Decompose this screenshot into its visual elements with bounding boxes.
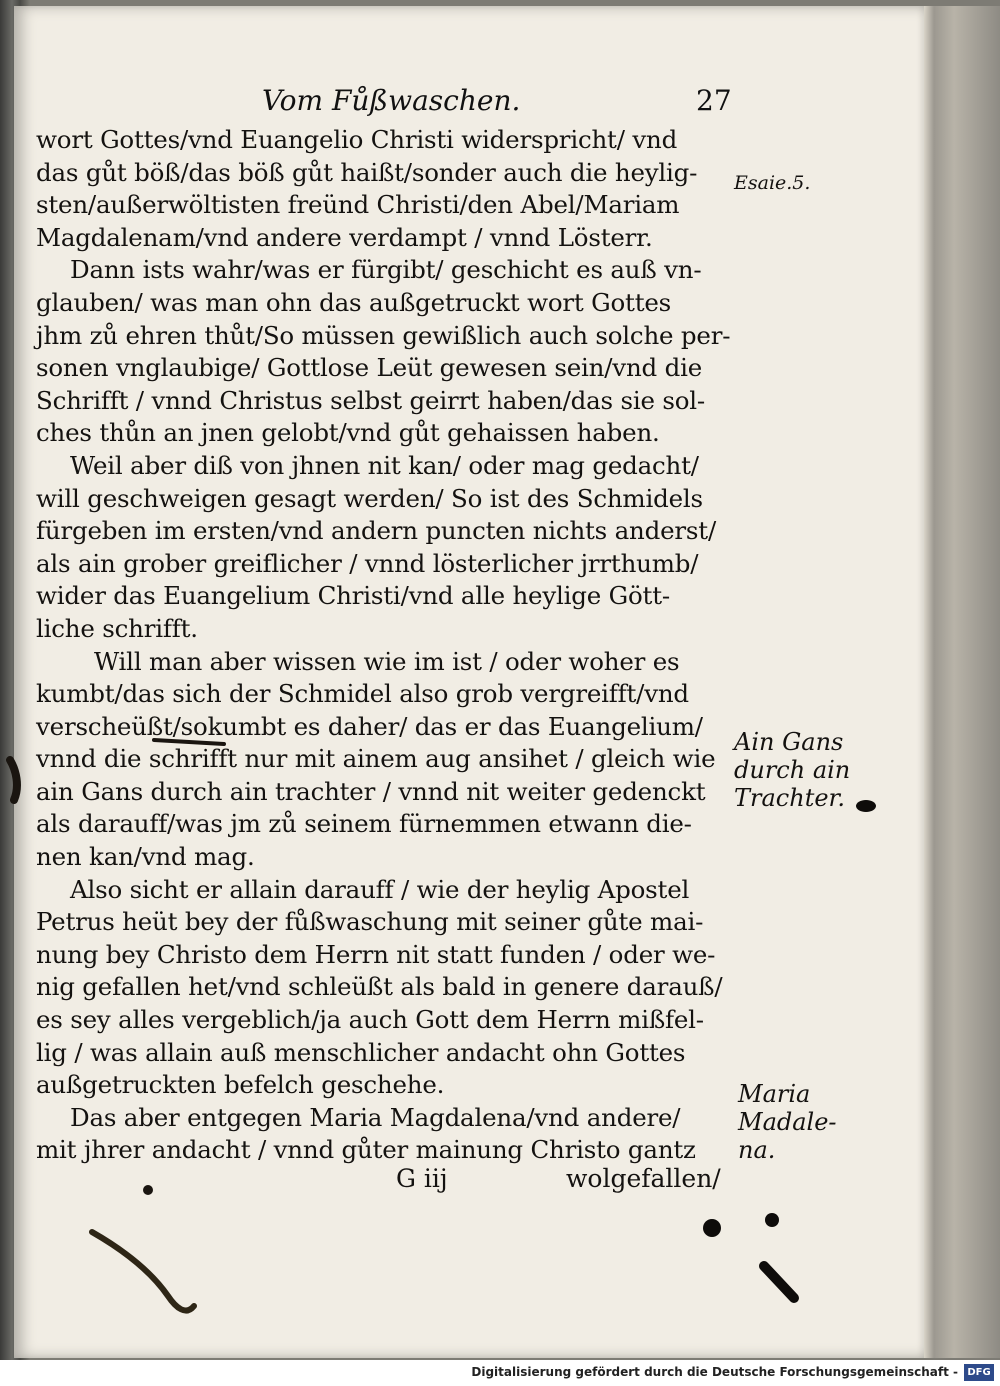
text-line: wort Gottes/vnd Euangelio Christi widerspricht/ vnd — [36, 125, 678, 154]
margin-note-text: Madale- — [738, 1108, 837, 1136]
margin-note-maria — [738, 1080, 837, 1164]
ink-streak-right — [764, 1266, 794, 1298]
text-line: jhm zů ehren thůt/So müssen gewißlich auch solche per- — [36, 320, 731, 350]
margin-note-text: na. — [738, 1136, 776, 1164]
body-text — [36, 124, 736, 1167]
text-line: Also sicht er allain darauff / wie der heylig Apostel — [70, 874, 690, 904]
margin-note-text: durch ain — [734, 756, 851, 784]
ink-streak-left — [92, 1232, 194, 1311]
text-line: ches thůn an jnen gelobt/vnd gůt gehaissen haben. — [36, 418, 660, 448]
margin-note-esaie — [734, 172, 810, 194]
margin-note-text: Trachter. — [734, 784, 845, 812]
ink-dot — [143, 1185, 153, 1195]
text-line: ain Gans durch ain trachter / vnnd nit weiter gedenckt — [36, 776, 706, 806]
ink-blot — [765, 1213, 779, 1227]
text-line: als darauff/was jm zů seinem fürnemmen etwann die- — [36, 809, 692, 839]
margin-note-gans — [734, 728, 850, 812]
text-line: glauben/ was man ohn das außgetruckt wort Gottes — [36, 287, 672, 317]
text-line: Weil aber diß von jhnen nit kan/ oder mag gedacht/ — [70, 450, 699, 480]
dfg-logo: DFG — [964, 1364, 994, 1381]
text-line: will geschweigen gesagt werden/ So ist des Schmidels — [36, 483, 703, 513]
ink-blot — [703, 1219, 721, 1237]
catchword: wolgefallen/ — [566, 1164, 721, 1193]
text-line: wider das Euangelium Christi/vnd alle heylige Gött- — [36, 581, 670, 611]
footer-bar — [0, 1360, 1000, 1386]
text-line: es sey alles vergeblich/ja auch Gott dem Herrn mißfel- — [36, 1005, 704, 1035]
text-line: außgetruckten befelch geschehe. — [36, 1070, 445, 1100]
text-line: nung bey Christo dem Herrn nit statt funden / oder we- — [36, 939, 716, 969]
ink-blot — [856, 800, 876, 812]
text-line: verscheüßt/sokumbt es daher/ das er das Euangelium/ — [36, 711, 703, 741]
text-line: vnnd die schrifft nur mit ainem aug ansihet / gleich wie — [36, 744, 716, 774]
margin-note-text: Ain Gans — [734, 728, 844, 756]
text-line: sonen vnglaubige/ Gottlose Leüt gewesen sein/vnd die — [36, 353, 703, 383]
text-line: Petrus heüt bey der fůßwaschung mit seiner gůte mai- — [36, 907, 704, 937]
signature-mark: G iij — [396, 1164, 448, 1193]
running-title: Vom Fůßwaschen. — [262, 84, 521, 117]
text-line: mit jhrer andacht / vnnd gůter mainung Christo gantz — [36, 1135, 696, 1165]
funding-credit: Digitalisierung gefördert durch die Deutsche Forschungsgemeinschaft - — [471, 1365, 958, 1379]
text-line: fürgeben im ersten/vnd andern puncten nichts anderst/ — [36, 516, 716, 546]
text-line: nig gefallen het/vnd schleüßt als bald in genere darauß/ — [36, 972, 723, 1002]
ink-smudge — [10, 760, 17, 800]
text-line: Schrifft / vnnd Christus selbst geirrt haben/das sie sol- — [36, 385, 706, 415]
text-line: lig / was allain auß menschlicher andacht ohn Gottes — [36, 1037, 686, 1067]
page-number: 27 — [696, 84, 732, 117]
text-line: das gůt böß/das böß gůt haißt/sonder auch die heylig- — [36, 157, 698, 187]
text-line: Will man aber wissen wie im ist / oder woher es — [94, 646, 680, 676]
text-line: Das aber entgegen Maria Magdalena/vnd andere/ — [70, 1102, 681, 1132]
text-line: nen kan/vnd mag. — [36, 842, 255, 872]
text-line: Magdalenam/vnd andere verdampt / vnnd Lösterr. — [36, 222, 653, 252]
margin-note-text: Esaie.5. — [734, 172, 811, 194]
margin-note-text: Maria — [738, 1080, 811, 1108]
text-line: sten/außerwöltisten freünd Christi/den Abel/Mariam — [36, 190, 680, 220]
text-line: kumbt/das sich der Schmidel also grob vergreifft/vnd — [36, 679, 689, 709]
text-line: als ain grober greiflicher / vnnd lösterlicher jrrthumb/ — [36, 548, 699, 578]
text-line: Dann ists wahr/was er fürgibt/ geschicht es auß vn- — [70, 255, 702, 285]
text-line: liche schrifft. — [36, 613, 198, 643]
